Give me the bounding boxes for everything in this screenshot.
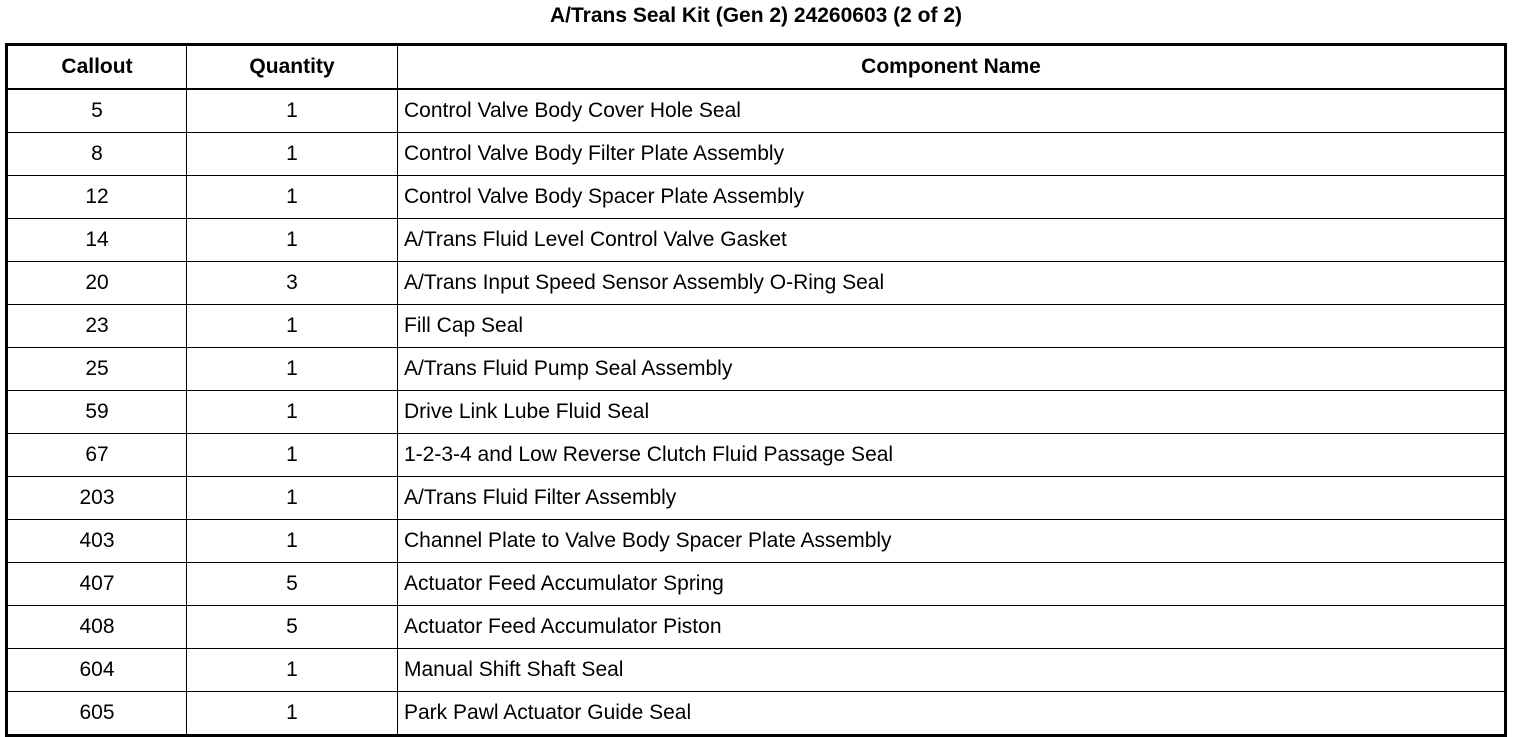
quantity-cell: 5 xyxy=(187,606,398,649)
table-row xyxy=(7,692,1506,736)
table-row xyxy=(7,133,1506,176)
component-name-cell: A/Trans Fluid Pump Seal Assembly xyxy=(398,348,1506,391)
quantity-cell: 1 xyxy=(187,89,398,133)
table-row xyxy=(7,391,1506,434)
callout-cell: 67 xyxy=(7,434,187,477)
callout-cell: 59 xyxy=(7,391,187,434)
table-row xyxy=(7,176,1506,219)
header-component-name: Component Name xyxy=(398,45,1506,90)
quantity-cell: 5 xyxy=(187,563,398,606)
quantity-cell: 1 xyxy=(187,133,398,176)
callout-cell: 203 xyxy=(7,477,187,520)
callout-cell: 12 xyxy=(7,176,187,219)
component-name-cell: Actuator Feed Accumulator Spring xyxy=(398,563,1506,606)
callout-cell: 408 xyxy=(7,606,187,649)
component-name-cell: Control Valve Body Cover Hole Seal xyxy=(398,89,1506,133)
table-row xyxy=(7,348,1506,391)
component-name-cell: Control Valve Body Filter Plate Assembly xyxy=(398,133,1506,176)
callout-cell: 5 xyxy=(7,89,187,133)
callout-cell: 8 xyxy=(7,133,187,176)
header-callout: Callout xyxy=(7,45,187,90)
page-title: A/Trans Seal Kit (Gen 2) 24260603 (2 of 2) xyxy=(549,4,962,27)
quantity-cell: 1 xyxy=(187,391,398,434)
callout-cell: 605 xyxy=(7,692,187,736)
callout-cell: 14 xyxy=(7,219,187,262)
callout-cell: 20 xyxy=(7,262,187,305)
callout-cell: 23 xyxy=(7,305,187,348)
component-name-cell: Drive Link Lube Fluid Seal xyxy=(398,391,1506,434)
table-row xyxy=(7,520,1506,563)
callout-cell: 407 xyxy=(7,563,187,606)
table-row xyxy=(7,305,1506,348)
component-name-cell: 1-2-3-4 and Low Reverse Clutch Fluid Passage Seal xyxy=(398,434,1506,477)
table-row xyxy=(7,434,1506,477)
quantity-cell: 1 xyxy=(187,348,398,391)
table-row xyxy=(7,649,1506,692)
component-name-cell: A/Trans Fluid Level Control Valve Gasket xyxy=(398,219,1506,262)
component-name-cell: A/Trans Input Speed Sensor Assembly O-Ring Seal xyxy=(398,262,1506,305)
table-row xyxy=(7,219,1506,262)
quantity-cell: 3 xyxy=(187,262,398,305)
component-name-cell: A/Trans Fluid Filter Assembly xyxy=(398,477,1506,520)
table-row xyxy=(7,89,1506,133)
quantity-cell: 1 xyxy=(187,477,398,520)
component-name-cell: Manual Shift Shaft Seal xyxy=(398,649,1506,692)
component-name-cell: Fill Cap Seal xyxy=(398,305,1506,348)
table-row xyxy=(7,262,1506,305)
callout-cell: 403 xyxy=(7,520,187,563)
component-name-cell: Park Pawl Actuator Guide Seal xyxy=(398,692,1506,736)
callout-cell: 25 xyxy=(7,348,187,391)
table-row xyxy=(7,477,1506,520)
header-quantity: Quantity xyxy=(187,45,398,90)
quantity-cell: 1 xyxy=(187,305,398,348)
quantity-cell: 1 xyxy=(187,219,398,262)
parts-table xyxy=(5,43,1507,737)
quantity-cell: 1 xyxy=(187,176,398,219)
quantity-cell: 1 xyxy=(187,520,398,563)
table-row xyxy=(7,563,1506,606)
table-row xyxy=(7,606,1506,649)
callout-cell: 604 xyxy=(7,649,187,692)
component-name-cell: Channel Plate to Valve Body Spacer Plate Assembly xyxy=(398,520,1506,563)
table-header-row xyxy=(7,45,1506,90)
component-name-cell: Actuator Feed Accumulator Piston xyxy=(398,606,1506,649)
quantity-cell: 1 xyxy=(187,434,398,477)
quantity-cell: 1 xyxy=(187,649,398,692)
component-name-cell: Control Valve Body Spacer Plate Assembly xyxy=(398,176,1506,219)
quantity-cell: 1 xyxy=(187,692,398,736)
